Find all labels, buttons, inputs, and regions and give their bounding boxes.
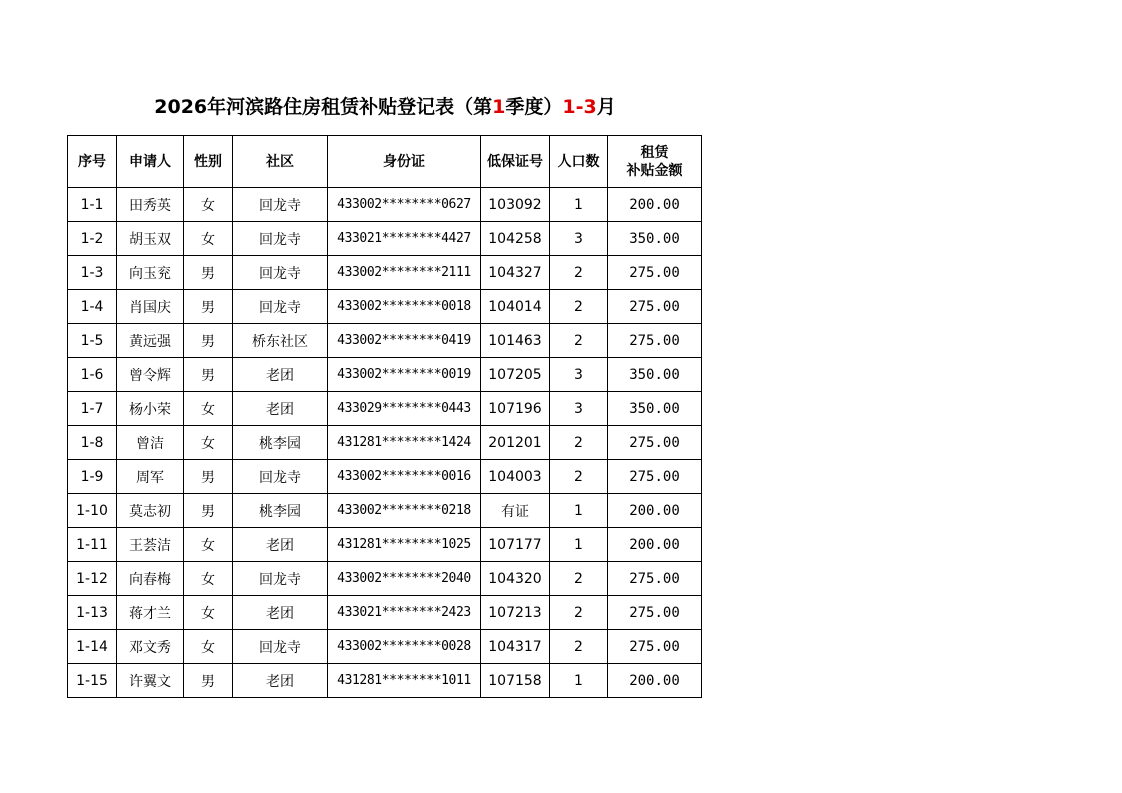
cell-id-card: 433002********2111 xyxy=(328,256,481,290)
cell-population: 1 xyxy=(550,528,608,562)
cell-gender: 女 xyxy=(184,630,233,664)
cell-applicant: 邓文秀 xyxy=(117,630,184,664)
page-title xyxy=(68,92,702,122)
cell-gender: 女 xyxy=(184,562,233,596)
cell-population: 2 xyxy=(550,290,608,324)
cell-dibao-no: 107205 xyxy=(481,358,550,392)
cell-amount: 275.00 xyxy=(608,562,702,596)
cell-dibao-no: 104258 xyxy=(481,222,550,256)
cell-id-card: 433002********0218 xyxy=(328,494,481,528)
cell-amount: 275.00 xyxy=(608,460,702,494)
cell-community: 老团 xyxy=(233,596,328,630)
cell-seq: 1-14 xyxy=(68,630,117,664)
cell-dibao-no: 104003 xyxy=(481,460,550,494)
cell-amount: 275.00 xyxy=(608,324,702,358)
cell-population: 2 xyxy=(550,460,608,494)
cell-community: 老团 xyxy=(233,528,328,562)
header-applicant: 申请人 xyxy=(117,136,184,188)
table-row xyxy=(68,358,702,392)
cell-applicant: 周军 xyxy=(117,460,184,494)
cell-amount: 275.00 xyxy=(608,426,702,460)
cell-gender: 女 xyxy=(184,392,233,426)
cell-dibao-no: 103092 xyxy=(481,188,550,222)
cell-community: 回龙寺 xyxy=(233,562,328,596)
cell-seq: 1-4 xyxy=(68,290,117,324)
cell-community: 回龙寺 xyxy=(233,290,328,324)
title-quarter: 1 xyxy=(492,96,506,118)
table-header-row xyxy=(68,136,702,188)
cell-dibao-no: 107196 xyxy=(481,392,550,426)
cell-applicant: 王荟洁 xyxy=(117,528,184,562)
cell-population: 3 xyxy=(550,222,608,256)
cell-id-card: 433029********0443 xyxy=(328,392,481,426)
cell-community: 回龙寺 xyxy=(233,630,328,664)
cell-community: 桥东社区 xyxy=(233,324,328,358)
cell-community: 老团 xyxy=(233,358,328,392)
cell-community: 回龙寺 xyxy=(233,460,328,494)
cell-population: 1 xyxy=(550,664,608,698)
cell-id-card: 433002********0627 xyxy=(328,188,481,222)
cell-population: 3 xyxy=(550,392,608,426)
cell-seq: 1-7 xyxy=(68,392,117,426)
cell-applicant: 蒋才兰 xyxy=(117,596,184,630)
cell-amount: 200.00 xyxy=(608,664,702,698)
cell-dibao-no: 107158 xyxy=(481,664,550,698)
table-row xyxy=(68,630,702,664)
table-row xyxy=(68,392,702,426)
cell-id-card: 433002********0018 xyxy=(328,290,481,324)
cell-id-card: 433002********0016 xyxy=(328,460,481,494)
header-community: 社区 xyxy=(233,136,328,188)
cell-community: 桃李园 xyxy=(233,426,328,460)
cell-id-card: 433002********0019 xyxy=(328,358,481,392)
cell-seq: 1-12 xyxy=(68,562,117,596)
cell-seq: 1-5 xyxy=(68,324,117,358)
table-row xyxy=(68,596,702,630)
cell-id-card: 431281********1025 xyxy=(328,528,481,562)
table-row xyxy=(68,426,702,460)
table-row xyxy=(68,256,702,290)
cell-applicant: 胡玉双 xyxy=(117,222,184,256)
cell-population: 2 xyxy=(550,596,608,630)
cell-gender: 男 xyxy=(184,358,233,392)
cell-dibao-no: 107213 xyxy=(481,596,550,630)
subsidy-table xyxy=(67,135,702,698)
header-population: 人口数 xyxy=(550,136,608,188)
title-months: 1-3 xyxy=(562,96,597,118)
table-body xyxy=(68,188,702,698)
cell-dibao-no: 104014 xyxy=(481,290,550,324)
table-row xyxy=(68,528,702,562)
cell-id-card: 433002********2040 xyxy=(328,562,481,596)
cell-population: 3 xyxy=(550,358,608,392)
cell-seq: 1-13 xyxy=(68,596,117,630)
cell-gender: 男 xyxy=(184,460,233,494)
cell-amount: 275.00 xyxy=(608,290,702,324)
cell-seq: 1-6 xyxy=(68,358,117,392)
cell-community: 回龙寺 xyxy=(233,256,328,290)
cell-dibao-no: 104327 xyxy=(481,256,550,290)
header-amount-line1: 租赁 xyxy=(640,144,669,161)
cell-population: 2 xyxy=(550,562,608,596)
cell-seq: 1-1 xyxy=(68,188,117,222)
cell-id-card: 431281********1424 xyxy=(328,426,481,460)
cell-dibao-no: 104320 xyxy=(481,562,550,596)
cell-id-card: 433021********2423 xyxy=(328,596,481,630)
cell-gender: 男 xyxy=(184,664,233,698)
cell-seq: 1-10 xyxy=(68,494,117,528)
table-row xyxy=(68,222,702,256)
cell-community: 老团 xyxy=(233,392,328,426)
table-row xyxy=(68,460,702,494)
header-gender: 性别 xyxy=(184,136,233,188)
cell-gender: 女 xyxy=(184,188,233,222)
cell-dibao-no: 104317 xyxy=(481,630,550,664)
table-row xyxy=(68,290,702,324)
header-seq: 序号 xyxy=(68,136,117,188)
cell-amount: 200.00 xyxy=(608,528,702,562)
header-amount xyxy=(608,136,702,188)
cell-amount: 350.00 xyxy=(608,358,702,392)
cell-applicant: 向春梅 xyxy=(117,562,184,596)
cell-amount: 275.00 xyxy=(608,630,702,664)
cell-population: 1 xyxy=(550,494,608,528)
header-dibao-no: 低保证号 xyxy=(481,136,550,188)
cell-gender: 女 xyxy=(184,222,233,256)
cell-amount: 275.00 xyxy=(608,596,702,630)
header-amount-line2: 补贴金额 xyxy=(626,162,683,179)
table-row xyxy=(68,188,702,222)
cell-seq: 1-15 xyxy=(68,664,117,698)
cell-seq: 1-11 xyxy=(68,528,117,562)
cell-applicant: 莫志初 xyxy=(117,494,184,528)
cell-dibao-no: 201201 xyxy=(481,426,550,460)
cell-applicant: 向玉兖 xyxy=(117,256,184,290)
cell-seq: 1-9 xyxy=(68,460,117,494)
cell-amount: 350.00 xyxy=(608,392,702,426)
cell-amount: 350.00 xyxy=(608,222,702,256)
cell-gender: 女 xyxy=(184,528,233,562)
table-row xyxy=(68,664,702,698)
cell-gender: 男 xyxy=(184,494,233,528)
cell-seq: 1-3 xyxy=(68,256,117,290)
cell-applicant: 杨小荣 xyxy=(117,392,184,426)
cell-gender: 女 xyxy=(184,596,233,630)
cell-applicant: 田秀英 xyxy=(117,188,184,222)
table-row xyxy=(68,562,702,596)
cell-id-card: 433002********0419 xyxy=(328,324,481,358)
cell-applicant: 许翼文 xyxy=(117,664,184,698)
table-row xyxy=(68,494,702,528)
cell-id-card: 433021********4427 xyxy=(328,222,481,256)
cell-gender: 男 xyxy=(184,290,233,324)
cell-population: 2 xyxy=(550,426,608,460)
header-id-card: 身份证 xyxy=(328,136,481,188)
title-middle: 季度） xyxy=(505,96,563,118)
cell-seq: 1-2 xyxy=(68,222,117,256)
table-row xyxy=(68,324,702,358)
cell-community: 老团 xyxy=(233,664,328,698)
cell-applicant: 肖国庆 xyxy=(117,290,184,324)
cell-population: 1 xyxy=(550,188,608,222)
cell-applicant: 曾洁 xyxy=(117,426,184,460)
cell-community: 回龙寺 xyxy=(233,188,328,222)
title-suffix: 月 xyxy=(596,96,616,118)
cell-amount: 200.00 xyxy=(608,494,702,528)
cell-id-card: 433002********0028 xyxy=(328,630,481,664)
cell-community: 回龙寺 xyxy=(233,222,328,256)
cell-community: 桃李园 xyxy=(233,494,328,528)
cell-dibao-no: 101463 xyxy=(481,324,550,358)
cell-seq: 1-8 xyxy=(68,426,117,460)
cell-population: 2 xyxy=(550,324,608,358)
cell-applicant: 曾令辉 xyxy=(117,358,184,392)
title-prefix: 2026年河滨路住房租赁补贴登记表（第 xyxy=(154,96,493,118)
cell-gender: 女 xyxy=(184,426,233,460)
cell-dibao-no: 有证 xyxy=(481,494,550,528)
cell-population: 2 xyxy=(550,630,608,664)
cell-gender: 男 xyxy=(184,324,233,358)
cell-id-card: 431281********1011 xyxy=(328,664,481,698)
cell-applicant: 黄远强 xyxy=(117,324,184,358)
cell-gender: 男 xyxy=(184,256,233,290)
cell-amount: 275.00 xyxy=(608,256,702,290)
cell-population: 2 xyxy=(550,256,608,290)
cell-dibao-no: 107177 xyxy=(481,528,550,562)
cell-amount: 200.00 xyxy=(608,188,702,222)
